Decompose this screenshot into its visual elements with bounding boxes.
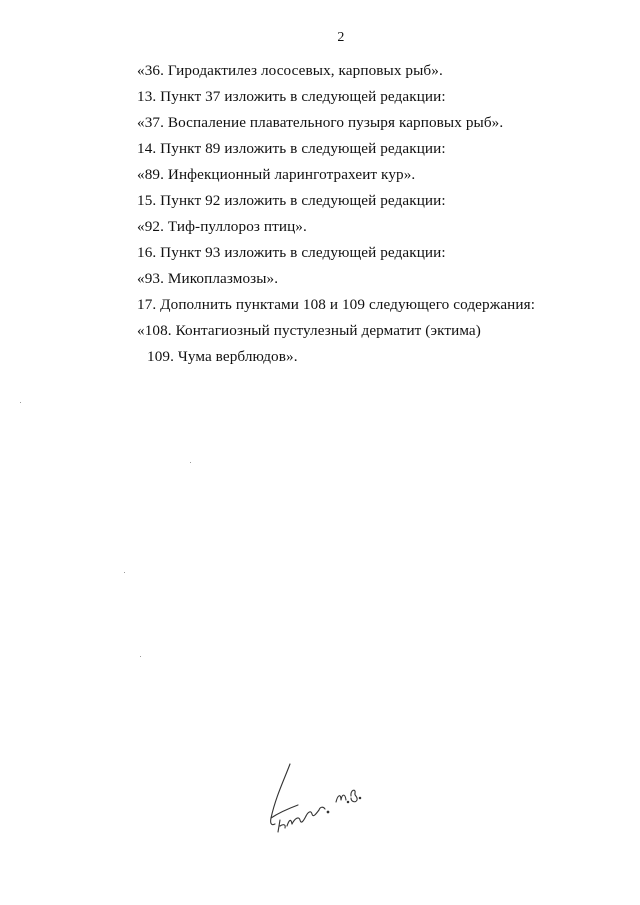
page-number: 2 <box>337 30 345 45</box>
text-line-11: «108. Контагиозный пустулезный дерматит (эктима) <box>137 322 481 339</box>
scan-speck <box>140 656 141 657</box>
text-line-6: 15. Пункт 92 изложить в следующей редакции: <box>137 192 446 209</box>
text-line-5: «89. Инфекционный ларинготрахеит кур». <box>137 166 416 183</box>
text-line-12: 109. Чума верблюдов». <box>147 348 298 365</box>
scan-speck <box>190 462 191 463</box>
text-line-8: 16. Пункт 93 изложить в следующей редакции: <box>137 244 446 261</box>
text-line-4: 14. Пункт 89 изложить в следующей редакции: <box>137 140 446 157</box>
text-line-1: «36. Гиродактилез лососевых, карповых рыб». <box>137 62 443 79</box>
scan-speck <box>20 402 21 403</box>
text-line-7: «92. Тиф-пуллороз птиц». <box>137 218 307 235</box>
text-line-10: 17. Дополнить пунктами 108 и 109 следующего содержания: <box>137 296 536 313</box>
handwritten-signature <box>262 760 372 840</box>
scan-speck <box>124 572 125 573</box>
text-line-3: «37. Воспаление плавательного пузыря карповых рыб». <box>137 114 504 131</box>
text-line-2: 13. Пункт 37 изложить в следующей редакции: <box>137 88 446 105</box>
text-line-9: «93. Микоплазмозы». <box>137 270 279 287</box>
